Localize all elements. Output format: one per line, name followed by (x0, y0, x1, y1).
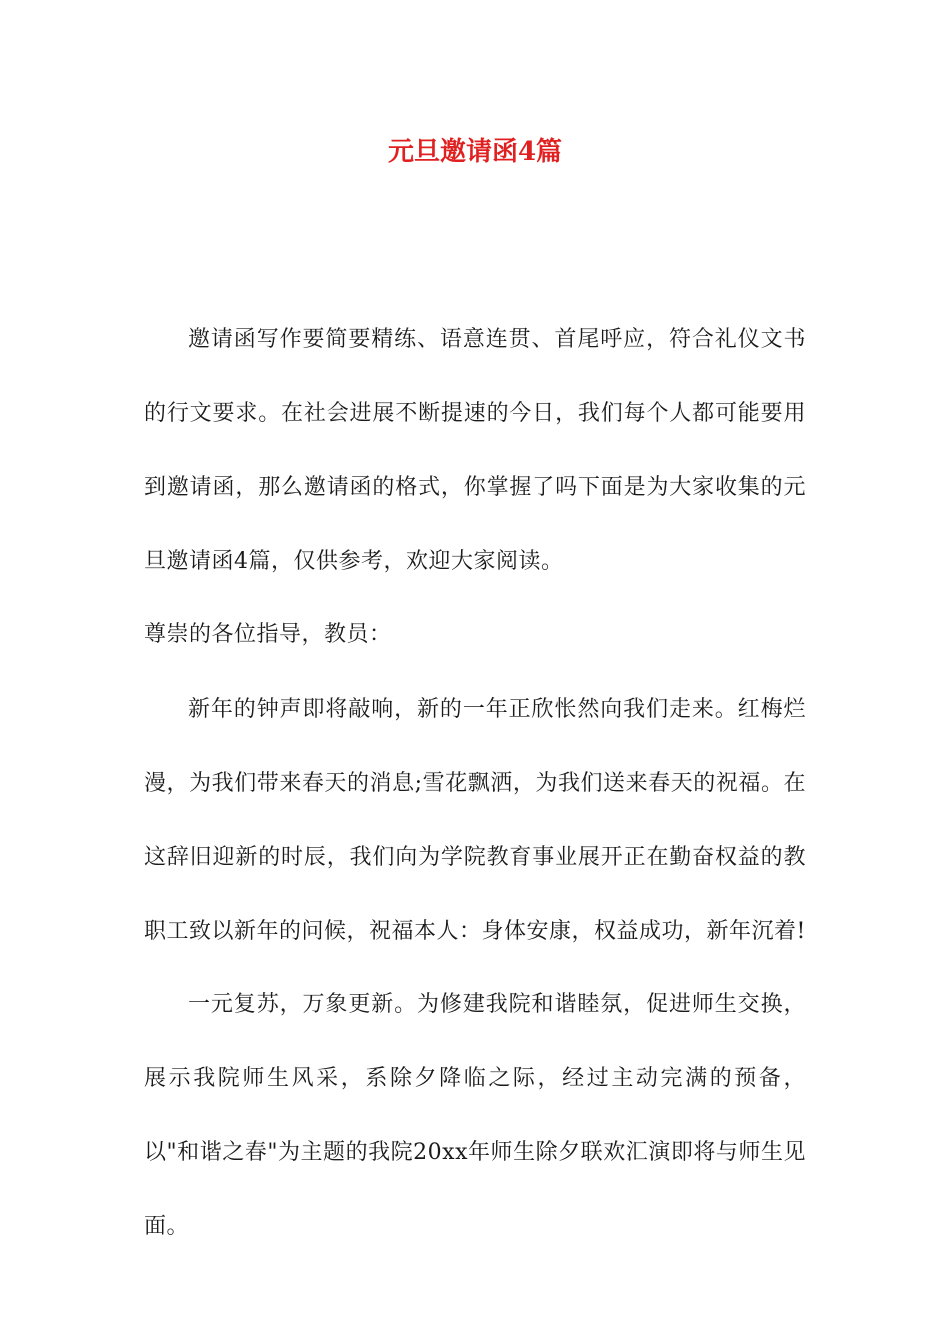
document-title: 元旦邀请函4篇 (387, 137, 563, 167)
salutation-paragraph: 尊崇的各位指导，教员： (144, 622, 392, 647)
body-paragraph-event: 一元复苏，万象更新。为修建我院和谐睦氛，促进师生交换，展示我院师生风采，系除夕降临之际，经过主动完满的预备，以"和谐之春"为主题的我院20xx年师生除夕联欢汇演即将与师生见面。 (144, 992, 806, 1239)
body-paragraph-new-year: 新年的钟声即将敲响，新的一年正欣怅然向我们走来。红梅烂漫，为我们带来春天的消息;雪花飘洒，为我们送来春天的祝福。在这辞旧迎新的时辰，我们向为学院教育事业展开正在勤奋权益的教职工致以新年的问候，祝福本人：身体安康，权益成功，新年沉着! (144, 697, 806, 944)
intro-paragraph: 邀请函写作要简要精练、语意连贯、首尾呼应，符合礼仪文书的行文要求。在社会进展不断提速的今日，我们每个人都可能要用到邀请函，那么邀请函的格式，你掌握了吗下面是为大家收集的元旦邀请函4篇，仅供参考，欢迎大家阅读。 (144, 327, 806, 574)
